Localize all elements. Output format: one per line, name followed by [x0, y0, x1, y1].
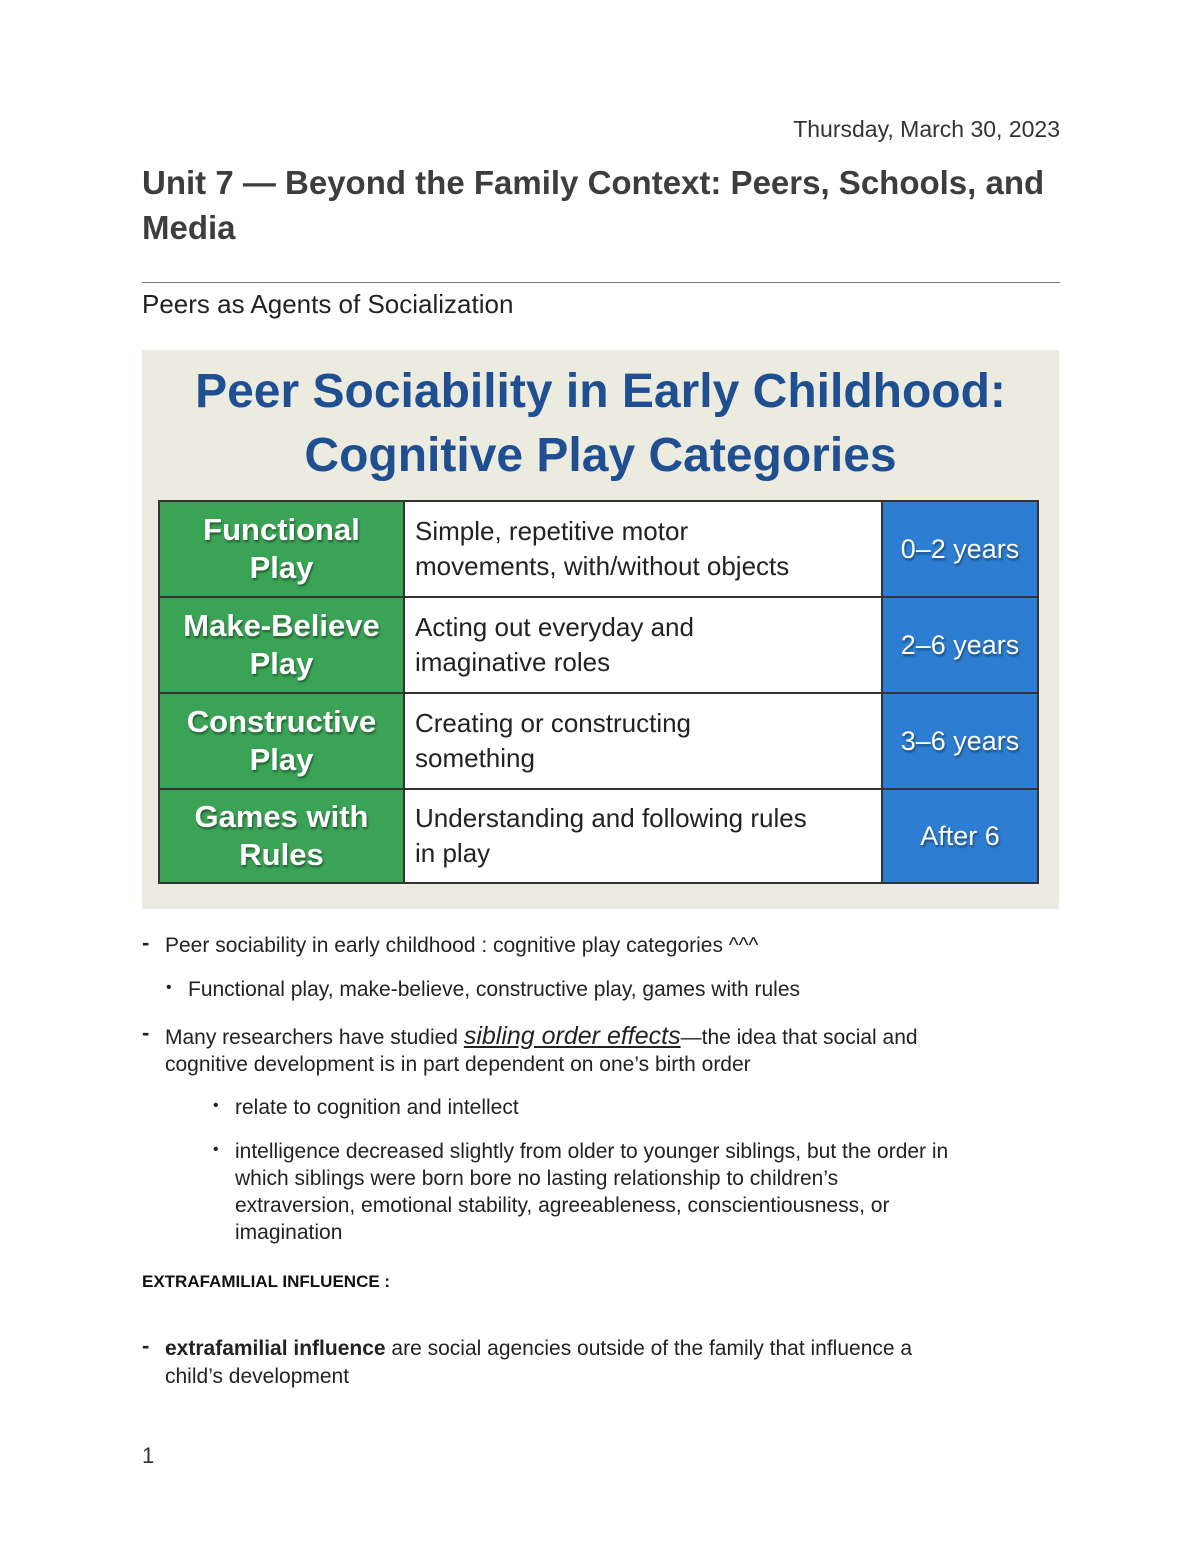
description-line: Creating or constructing — [415, 708, 692, 738]
description-line: in play — [415, 838, 491, 868]
figure-title — [142, 360, 1059, 488]
table-row — [159, 501, 1038, 597]
bullet-text-end: are social agencies outside of the family that influence a — [385, 1337, 913, 1360]
dot-bullet: • — [213, 1097, 219, 1114]
bullet-text-continued: child’s development — [165, 1365, 350, 1388]
play-name-line: Functional — [203, 512, 360, 547]
play-name-line: Make-Believe — [183, 608, 380, 643]
key-term: sibling order effects — [463, 1022, 681, 1050]
play-name-line: Play — [249, 742, 314, 777]
play-name-cell — [159, 693, 404, 789]
age-range-cell: 3–6 years — [882, 693, 1038, 789]
figure-title-line2: Cognitive Play Categories — [304, 429, 897, 482]
play-name-line: Play — [249, 550, 314, 585]
description-line: movements, with/without objects — [415, 551, 790, 581]
table-row — [159, 693, 1038, 789]
key-term: extrafamilial influence — [165, 1337, 386, 1360]
description-line: Simple, repetitive motor — [415, 516, 689, 546]
title-divider — [142, 282, 1060, 283]
page-number: 1 — [142, 1443, 155, 1468]
bullet-text-end: —the idea that social and — [680, 1026, 918, 1049]
bullet-text-continued: cognitive development is in part dependent on one’s birth order — [165, 1053, 751, 1076]
sub-bullet-text: relate to cognition and intellect — [235, 1096, 519, 1119]
play-name-line: Games with — [194, 799, 369, 834]
description-line: imaginative roles — [415, 647, 611, 677]
sub-bullet-text: intelligence decreased slightly from older to younger siblings, but the order in — [235, 1140, 949, 1163]
description-line: something — [415, 743, 535, 773]
sub-bullet-text-continued: imagination — [235, 1221, 343, 1244]
play-description-cell — [404, 597, 882, 693]
play-name-cell — [159, 789, 404, 883]
dash-bullet: - — [142, 930, 150, 955]
dash-bullet: - — [142, 1333, 150, 1358]
description-line: Understanding and following rules — [415, 803, 807, 833]
dot-bullet: • — [166, 979, 172, 996]
play-name-line: Play — [249, 646, 314, 681]
play-name-line: Constructive — [186, 704, 377, 739]
table-row — [159, 789, 1038, 883]
date-label: Thursday, March 30, 2023 — [793, 116, 1060, 142]
age-range-cell: 2–6 years — [882, 597, 1038, 693]
extrafamilial-heading: EXTRAFAMILIAL INFLUENCE : — [142, 1272, 391, 1291]
dash-bullet: - — [142, 1020, 150, 1045]
age-range-cell: 0–2 years — [882, 501, 1038, 597]
play-categories-table — [158, 500, 1039, 884]
sub-bullet-text: Functional play, make-believe, constructive play, games with rules — [188, 978, 800, 1001]
bullet-text: Peer sociability in early childhood : cognitive play categories ^^^ — [165, 934, 759, 957]
page-title: Unit 7 — Beyond the Family Context: Peers, Schools, and Media — [142, 164, 1045, 246]
play-description-cell — [404, 789, 882, 883]
play-name-cell — [159, 597, 404, 693]
dot-bullet: • — [213, 1141, 219, 1158]
play-name-line: Rules — [239, 837, 324, 872]
bullet-text-start: Many researchers have studied — [165, 1026, 464, 1049]
bullet-text — [165, 1335, 912, 1363]
description-line: Acting out everyday and — [415, 612, 694, 642]
section-heading: Peers as Agents of Socialization — [142, 289, 514, 319]
sub-bullet-text-continued: extraversion, emotional stability, agreeableness, conscientiousness, or — [235, 1194, 890, 1217]
play-name-cell — [159, 501, 404, 597]
play-description-cell — [404, 693, 882, 789]
table-row — [159, 597, 1038, 693]
play-description-cell — [404, 501, 882, 597]
bullet-text — [165, 1022, 918, 1052]
figure-title-line1: Peer Sociability in Early Childhood: — [195, 365, 1006, 418]
sub-bullet-text-continued: which siblings were born bore no lasting relationship to children’s — [235, 1167, 839, 1190]
play-categories-figure — [142, 350, 1059, 909]
age-range-cell: After 6 — [882, 789, 1038, 883]
